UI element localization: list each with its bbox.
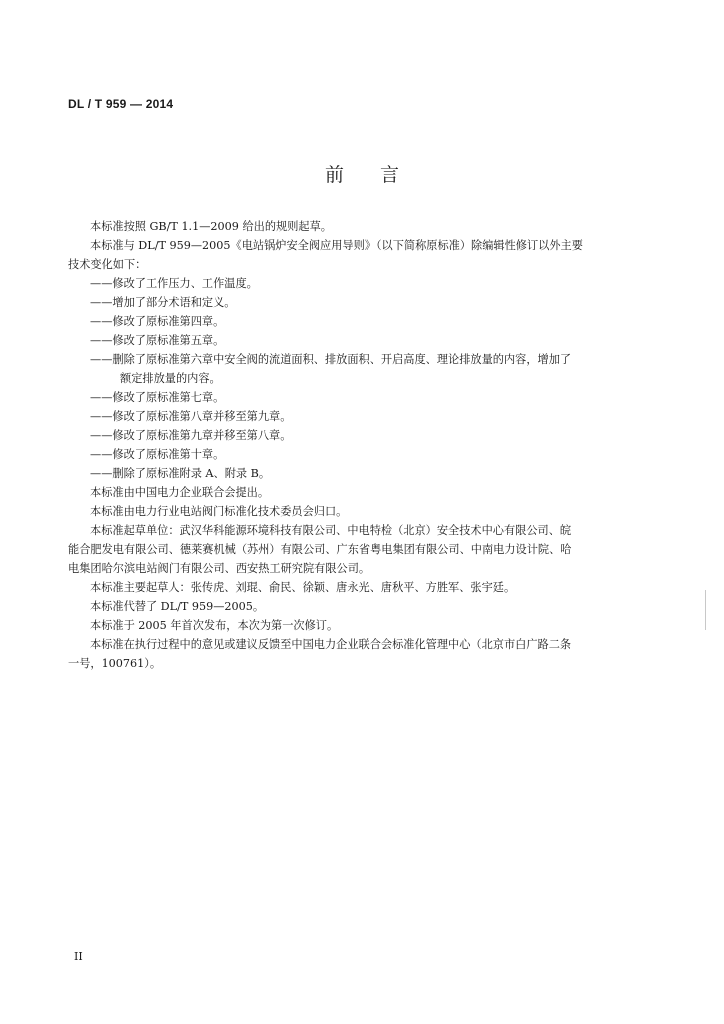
standard-code: DL / T 959 — 2014	[68, 97, 174, 111]
paragraph-changes-intro-cont: 技术变化如下：	[68, 258, 147, 271]
change-item-3: ——修改了原标准第四章。	[90, 315, 225, 328]
paragraph-feedback-cont: 一号，100761）。	[68, 657, 162, 670]
page-title: 前言	[324, 164, 435, 186]
foreword-content	[68, 217, 648, 673]
change-item-8: ——修改了原标准第九章并移至第八章。	[90, 429, 292, 442]
paragraph-drafting-units-cont-1: 能合肥发电有限公司、德莱赛机械（苏州）有限公司、广东省粤电集团有限公司、中南电力设计院、哈	[68, 543, 572, 556]
standard-code-header	[68, 97, 173, 111]
paragraph-centralized-by: 本标准由电力行业电站阀门标准化技术委员会归口。	[90, 505, 348, 518]
change-item-5: ——删除了原标准第六章中安全阀的流道面积、排放面积、开启高度、理论排放量的内容，增加了	[90, 353, 572, 366]
paragraph-drafting-rules: 本标准按照 GB/T 1.1—2009 给出的规则起草。	[90, 220, 332, 233]
change-item-5-cont: 额定排放量的内容。	[120, 372, 221, 385]
change-item-9: ——修改了原标准第十章。	[90, 448, 225, 461]
paragraph-drafters: 本标准主要起草人：张传虎、刘琨、俞民、徐颖、唐永光、唐秋平、方胜军、张宇廷。	[90, 581, 516, 594]
paragraph-changes-intro: 本标准与 DL/T 959—2005《电站锅炉安全阀应用导则》（以下简称原标准）除编辑性修订以外主要	[90, 239, 583, 252]
paragraph-history: 本标准于 2005 年首次发布，本次为第一次修订。	[90, 619, 339, 632]
change-item-2: ——增加了部分术语和定义。	[90, 296, 236, 309]
scan-edge-mark	[705, 590, 706, 630]
paragraph-replaces: 本标准代替了 DL/T 959—2005。	[90, 600, 265, 613]
change-item-10: ——删除了原标准附录 A、附录 B。	[90, 467, 271, 480]
paragraph-proposed-by: 本标准由中国电力企业联合会提出。	[90, 486, 270, 499]
paragraph-drafting-units-cont-2: 电集团哈尔滨电站阀门有限公司、西安热工研究院有限公司。	[68, 562, 371, 575]
paragraph-feedback: 本标准在执行过程中的意见或建议反馈至中国电力企业联合会标准化管理中心（北京市白广路二条	[90, 638, 572, 651]
page-number: II	[74, 950, 83, 963]
change-item-6: ——修改了原标准第七章。	[90, 391, 225, 404]
paragraph-drafting-units: 本标准起草单位：武汉华科能源环境科技有限公司、中电特检（北京）安全技术中心有限公司、皖	[90, 524, 572, 537]
change-item-7: ——修改了原标准第八章并移至第九章。	[90, 410, 292, 423]
change-item-4: ——修改了原标准第五章。	[90, 334, 225, 347]
change-item-1: ——修改了工作压力、工作温度。	[90, 277, 258, 290]
